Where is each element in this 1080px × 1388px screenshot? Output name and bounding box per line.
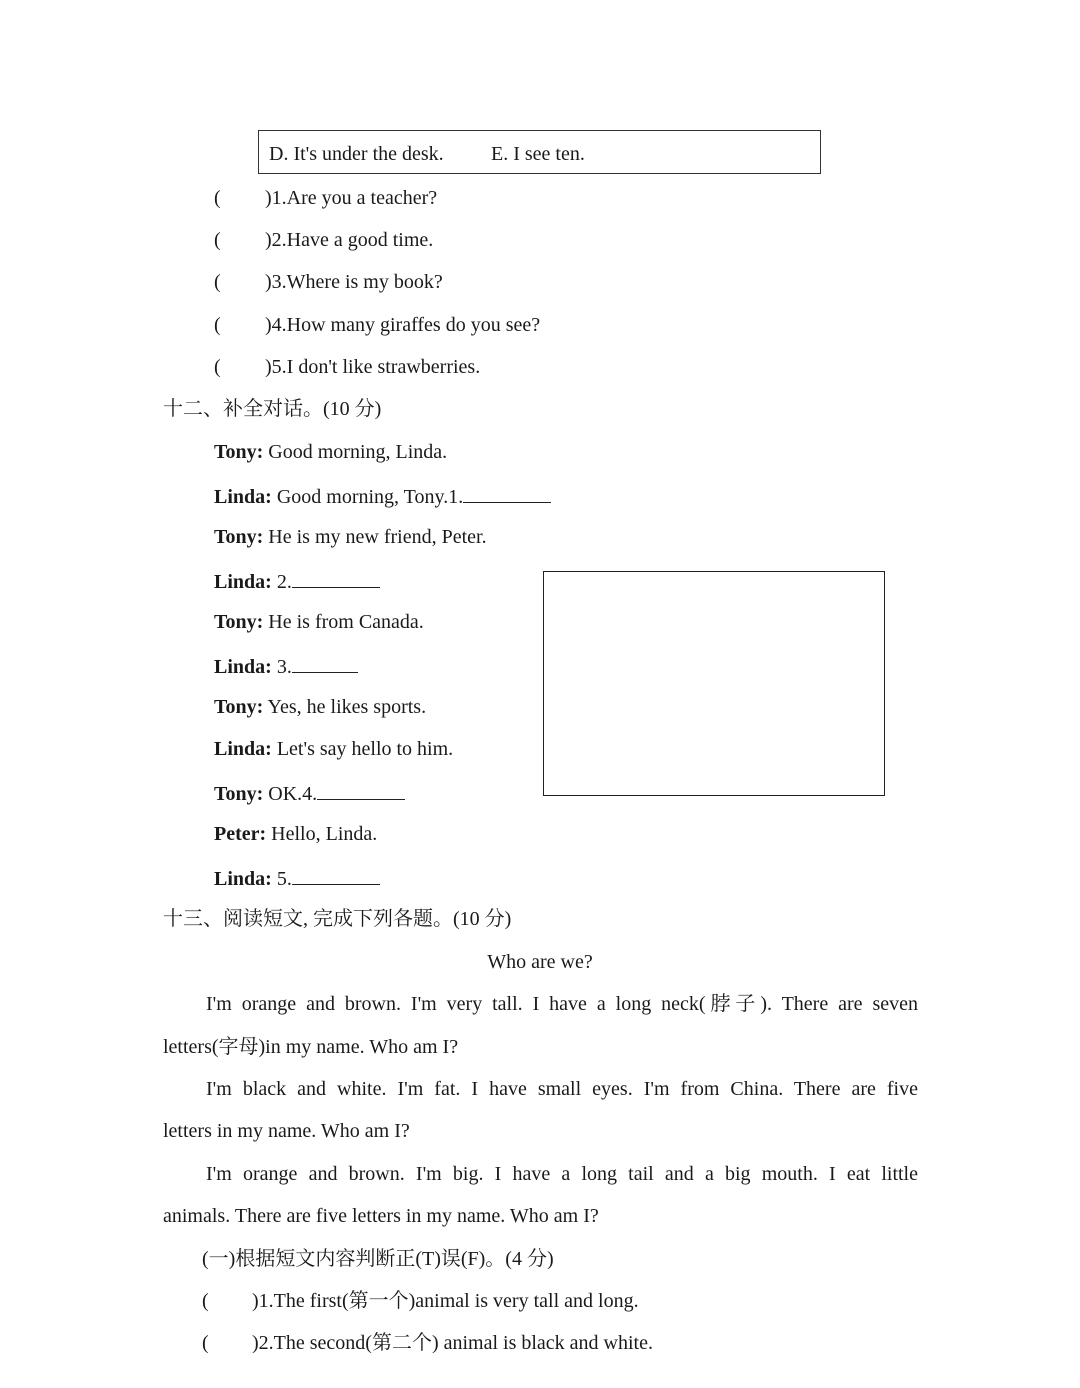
question-1: )1.Are you a teacher? xyxy=(265,187,438,209)
answer-blank-2[interactable] xyxy=(292,567,380,588)
question-2: )2.Have a good time. xyxy=(265,229,434,251)
dialogue-text: 2. xyxy=(271,571,292,593)
dialogue-line xyxy=(214,695,426,719)
dialogue-text: Yes, he likes sports. xyxy=(263,696,427,718)
answer-paren[interactable]: ( xyxy=(202,1332,209,1354)
question-3: )3.Where is my book? xyxy=(265,271,443,293)
speaker-name: Peter: xyxy=(214,823,267,845)
dialogue-line xyxy=(214,652,358,679)
dialogue-line xyxy=(214,567,380,594)
dialogue-line xyxy=(214,610,424,634)
answer-paren[interactable]: ( xyxy=(214,314,221,336)
speaker-name: Linda: xyxy=(214,868,272,890)
speaker-name: Tony: xyxy=(214,611,264,633)
answer-blank-4[interactable] xyxy=(317,779,405,800)
dialogue-line xyxy=(214,482,551,509)
speaker-name: Linda: xyxy=(214,571,272,593)
section-thirteen-heading: 十三、阅读短文, 完成下列各题。(10 分) xyxy=(163,908,512,930)
speaker-name: Tony: xyxy=(214,783,264,805)
speaker-name: Linda: xyxy=(214,656,272,678)
dialogue-line xyxy=(214,525,487,549)
passage-p2-line1: I'm black and white. I'm fat. I have small eyes. I'm from China. There are five xyxy=(206,1078,918,1100)
answer-paren[interactable]: ( xyxy=(214,187,221,209)
speaker-name: Tony: xyxy=(214,441,264,463)
dialogue-text: Good morning, Tony.1. xyxy=(271,486,464,508)
section-twelve-heading: 十二、补全对话。(10 分) xyxy=(163,398,382,420)
answer-paren[interactable]: ( xyxy=(202,1290,209,1312)
dialogue-line xyxy=(214,822,377,846)
passage-p3-line2: animals. There are five letters in my name. Who am I? xyxy=(163,1205,599,1227)
answer-blank-5[interactable] xyxy=(292,864,380,885)
answer-paren[interactable]: ( xyxy=(214,229,221,251)
dialogue-line xyxy=(214,737,453,761)
answer-blank-3[interactable] xyxy=(292,652,358,673)
true-false-heading: (一)根据短文内容判断正(T)误(F)。(4 分) xyxy=(202,1248,554,1270)
option-e: E. I see ten. xyxy=(491,143,585,165)
dialogue-text: He is my new friend, Peter. xyxy=(263,526,487,548)
passage-title: Who are we? xyxy=(487,951,593,973)
passage-p3-line1: I'm orange and brown. I'm big. I have a long tail and a big mouth. I eat little xyxy=(206,1163,918,1185)
dialogue-text: He is from Canada. xyxy=(263,611,424,633)
options-box xyxy=(258,130,821,174)
speaker-name: Linda: xyxy=(214,486,272,508)
dialogue-text: Hello, Linda. xyxy=(266,823,378,845)
picture-frame xyxy=(543,571,885,796)
dialogue-text: Let's say hello to him. xyxy=(271,738,454,760)
speaker-name: Linda: xyxy=(214,738,272,760)
passage-p2-line2: letters in my name. Who am I? xyxy=(163,1120,410,1142)
passage-p1-line1: I'm orange and brown. I'm very tall. I have a long neck(脖子). There are seven xyxy=(206,993,918,1015)
dialogue-text: 3. xyxy=(271,656,292,678)
dialogue-text: Good morning, Linda. xyxy=(263,441,448,463)
question-5: )5.I don't like strawberries. xyxy=(265,356,481,378)
question-4: )4.How many giraffes do you see? xyxy=(265,314,541,336)
answer-paren[interactable]: ( xyxy=(214,356,221,378)
dialogue-text: 5. xyxy=(271,868,292,890)
tf-question-1: )1.The first(第一个)animal is very tall and long. xyxy=(252,1290,639,1312)
speaker-name: Tony: xyxy=(214,696,264,718)
dialogue-text: OK.4. xyxy=(263,783,318,805)
tf-question-2: )2.The second(第二个) animal is black and white. xyxy=(252,1332,653,1354)
option-d: D. It's under the desk. xyxy=(269,143,444,165)
dialogue-line xyxy=(214,779,405,806)
dialogue-line xyxy=(214,864,380,891)
answer-paren[interactable]: ( xyxy=(214,271,221,293)
speaker-name: Tony: xyxy=(214,526,264,548)
answer-blank-1[interactable] xyxy=(463,482,551,503)
passage-p1-line2: letters(字母)in my name. Who am I? xyxy=(163,1036,459,1058)
dialogue-line xyxy=(214,440,447,464)
